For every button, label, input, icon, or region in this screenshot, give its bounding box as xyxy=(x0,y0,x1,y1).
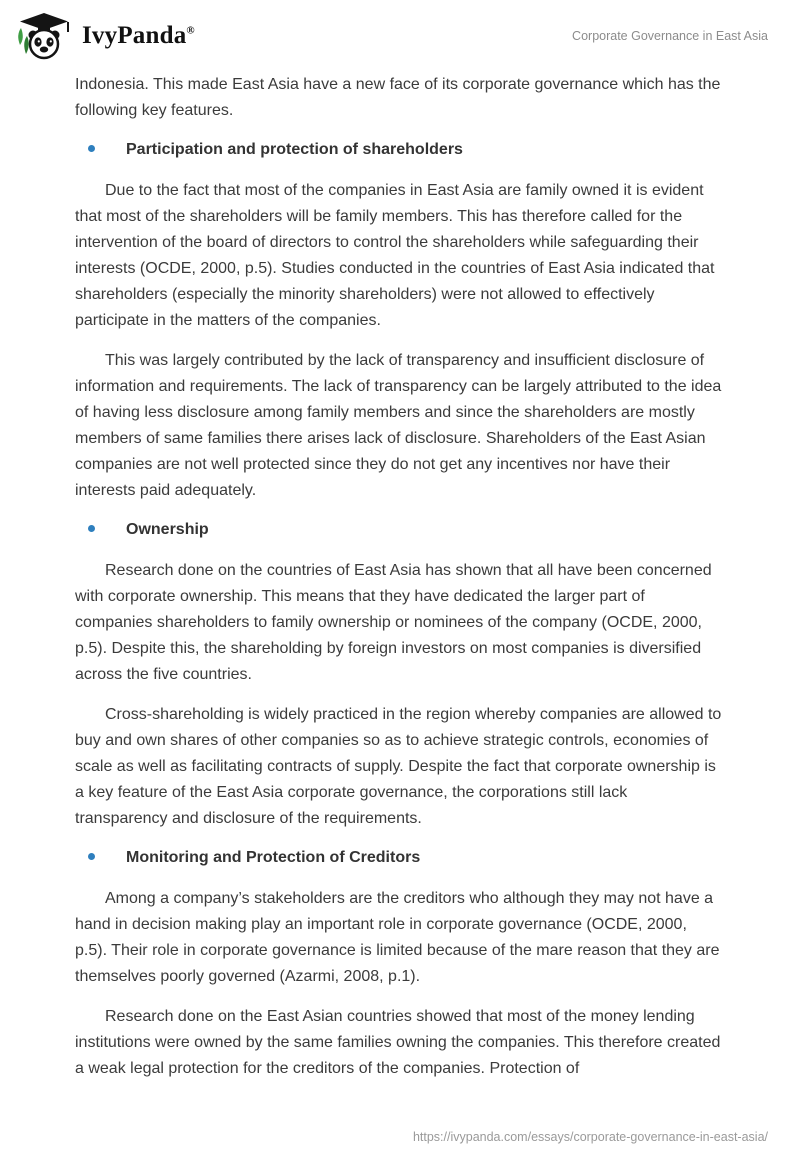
paragraph: This was largely contributed by the lack of transparency and insufficient disclosure of information and requirements. The lack of transparency can be largely attributed to the idea of having less disclosure among family members and since the shareholders are mostly members of same families there arises lack of disclosure. Shareholders of the East Asian companies are not well protected since they do not get any incentives nor have their interests paid adequately. xyxy=(75,352,722,499)
paragraph: Research done on the countries of East Asia has shown that all have been concerned with corporate ownership. This means that they have dedicated the larger part of companies shareholders to family ownership or nominees of the company (OCDE, 2000, p.5). Despite this, the shareholding by foreign investors on most companies is diversified across the five countries. xyxy=(75,562,712,683)
section-heading-row xyxy=(88,518,722,542)
section-heading-row xyxy=(88,138,722,162)
paragraph: Research done on the East Asian countries showed that most of the money lending institutions were owned by the same families owning the companies. This therefore created a weak legal protection for the creditors of the companies. Protection of xyxy=(75,1008,721,1077)
section-heading-row xyxy=(88,846,722,870)
page-footer xyxy=(413,1130,768,1144)
paragraph: Cross-shareholding is widely practiced in the region whereby companies are allowed to buy and own shares of other companies so as to achieve strategic controls, economies of scale as well as facilitating contracts of supply. Despite the fact that corporate ownership is a key feature of the East Asia corporate governance, the corporations still lack transparency and disclosure of the requirements. xyxy=(75,706,722,827)
brand-wordmark: IvyPanda® xyxy=(82,22,195,49)
page-header xyxy=(0,0,800,62)
bullet-icon xyxy=(88,853,95,860)
paragraph: Due to the fact that most of the companies in East Asia are family owned it is evident that most of the shareholders will be family members. This has therefore called for the intervention of the board of directors to control the shareholders while safeguarding their interests (OCDE, 2000, p.5). Studies conducted in the countries of East Asia indicated that shareholders (especially the minority shareholders) were not allowed to effectively participate in the matters of the companies. xyxy=(75,182,715,329)
document-title: Corporate Governance in East Asia xyxy=(572,29,768,43)
bullet-icon xyxy=(88,145,95,152)
source-url-link[interactable]: https://ivypanda.com/essays/corporate-governance-in-east-asia/ xyxy=(412,1130,768,1144)
registered-mark: ® xyxy=(186,24,195,37)
section-heading-creditors: Monitoring and Protection of Creditors xyxy=(126,849,421,866)
ivypanda-panda-logo-icon xyxy=(14,12,70,60)
paragraph: Among a company’s stakeholders are the creditors who although they may not have a hand in decision making play an important role in corporate governance (OCDE, 2000, p.5). Their role in corporate governance is limited because of the mare reason that they are themselves poorly governed (Azarmi, 2008, p.1). xyxy=(75,890,720,985)
section-heading-ownership: Ownership xyxy=(126,521,209,538)
paragraph-intro: Indonesia. This made East Asia have a new face of its corporate governance which has the following key features. xyxy=(75,76,721,119)
essay-content xyxy=(0,62,800,1082)
ivypanda-brand xyxy=(14,12,195,60)
bullet-icon xyxy=(88,525,95,532)
section-heading-shareholders: Participation and protection of shareholders xyxy=(126,141,463,158)
